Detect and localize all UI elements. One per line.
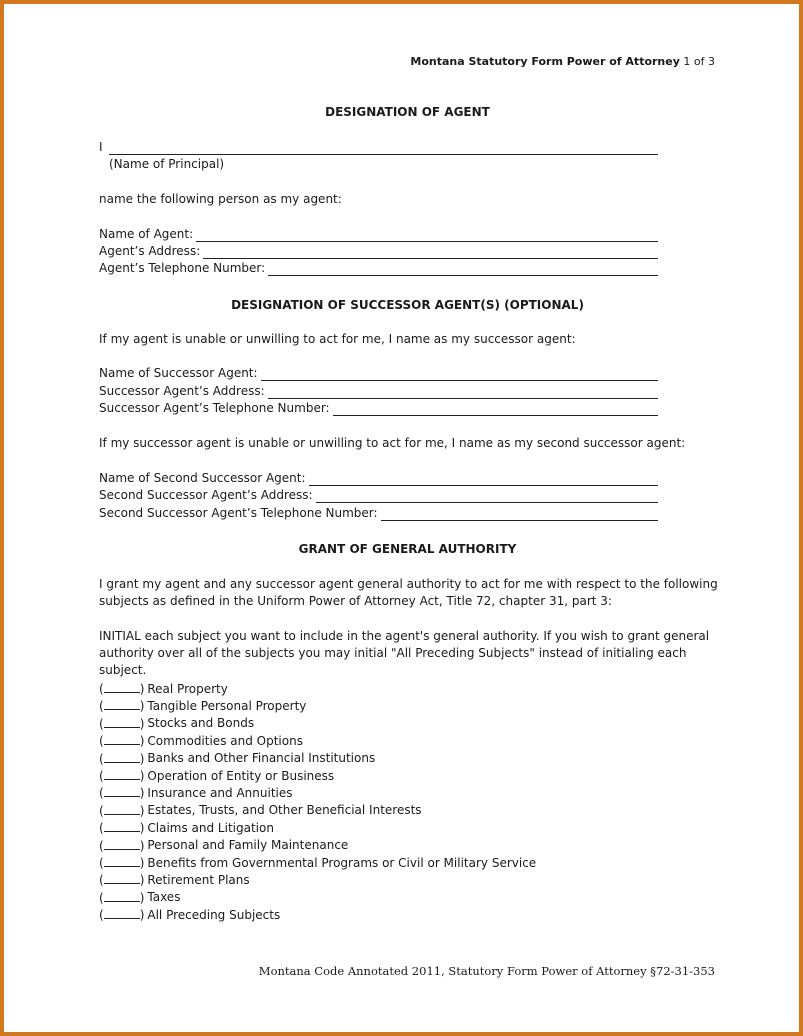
section-title-designation-of-agent: DESIGNATION OF AGENT	[325, 105, 490, 119]
subject-item	[99, 871, 250, 888]
subject-label: Taxes	[147, 890, 181, 905]
initial-blank[interactable]: ( )	[99, 786, 145, 801]
subject-label: Estates, Trusts, and Other Beneficial Interests	[147, 803, 422, 818]
subject-label: Benefits from Governmental Programs or Civil or Military Service	[147, 855, 537, 870]
initial-blank[interactable]: ( )	[99, 908, 145, 923]
initial-blank[interactable]: ( )	[99, 856, 145, 870]
second-successor-phone-line[interactable]	[381, 508, 658, 521]
second-successor-name-field[interactable]	[99, 471, 658, 486]
second-successor-name-line[interactable]	[309, 473, 658, 486]
initial-blank[interactable]: ( )	[99, 803, 145, 818]
successor-address-field[interactable]	[99, 384, 658, 399]
second-successor-intro: If my successor agent is unable or unwilling to act for me, I name as my second successor agent:	[99, 436, 686, 450]
agent-intro: name the following person as my agent:	[99, 192, 342, 206]
agent-address-label: Agent’s Address:	[99, 244, 201, 258]
second-successor-phone-field[interactable]	[99, 506, 658, 521]
subject-label: Personal and Family Maintenance	[147, 838, 349, 853]
subject-item	[99, 680, 228, 697]
principal-name-line[interactable]	[109, 142, 658, 155]
second-successor-name-label: Name of Second Successor Agent:	[99, 471, 306, 485]
section-title-general-authority: GRANT OF GENERAL AUTHORITY	[298, 542, 517, 556]
subject-item	[99, 697, 306, 714]
subject-item	[99, 750, 375, 767]
form-title: Montana Statutory Form Power of Attorney	[410, 55, 680, 68]
second-successor-address-field[interactable]	[99, 488, 658, 503]
initial-blank[interactable]: ( )	[99, 821, 145, 836]
subject-item	[99, 802, 422, 819]
agent-phone-line[interactable]	[268, 263, 658, 276]
successor-name-line[interactable]	[261, 368, 658, 381]
subject-item	[99, 732, 303, 749]
subject-item	[99, 837, 348, 854]
subject-label: Tangible Personal Property	[147, 698, 307, 713]
subject-label: Real Property	[147, 681, 228, 696]
subject-label: Stocks and Bonds	[147, 716, 255, 731]
subject-label: Retirement Plans	[147, 872, 250, 887]
subject-item	[99, 906, 280, 923]
subject-item	[99, 715, 254, 732]
principal-prefix: I	[99, 140, 103, 154]
principal-name-field[interactable]	[99, 140, 658, 155]
initial-instructions-paragraph: INITIAL each subject you want to include in the agent's general authority. If you wish to grant general authority over all of the subjects you may initial "All Preceding Subjects" instead of initialing each subject.	[99, 629, 710, 677]
subject-item	[99, 889, 180, 906]
initial-blank[interactable]: ( )	[99, 873, 145, 888]
page-indicator: 1 of 3	[683, 55, 715, 68]
agent-phone-label: Agent’s Telephone Number:	[99, 261, 266, 275]
second-successor-address-label: Second Successor Agent’s Address:	[99, 488, 313, 502]
page-header	[410, 54, 715, 69]
initial-blank[interactable]: ( )	[99, 890, 145, 905]
successor-phone-line[interactable]	[333, 403, 658, 416]
subject-label: Commodities and Options	[147, 733, 303, 748]
agent-name-label: Name of Agent:	[99, 227, 194, 241]
general-authority-paragraph: I grant my agent and any successor agent general authority to act for me with respect to the following subjects as defined in the Uniform Power of Attorney Act, Title 72, chapter 31, part 3:	[99, 577, 718, 608]
initial-blank[interactable]: ( )	[99, 838, 145, 853]
agent-phone-field[interactable]	[99, 261, 658, 276]
successor-name-field[interactable]	[99, 366, 658, 381]
agent-address-line[interactable]	[203, 246, 658, 259]
footer-citation: Montana Code Annotated 2011, Statutory Form Power of Attorney §72-31-353	[258, 964, 715, 978]
subject-label: Banks and Other Financial Institutions	[147, 751, 376, 766]
subject-label: Insurance and Annuities	[147, 785, 293, 800]
second-successor-address-line[interactable]	[316, 490, 658, 503]
subject-label: Claims and Litigation	[147, 820, 274, 835]
agent-name-field[interactable]	[99, 227, 658, 242]
initial-blank[interactable]: ( )	[99, 716, 145, 731]
initial-blank[interactable]: ( )	[99, 699, 145, 714]
subject-item	[99, 819, 274, 836]
subject-label: Operation of Entity or Business	[147, 768, 335, 783]
subject-item	[99, 767, 334, 784]
initial-blank[interactable]: ( )	[99, 751, 145, 766]
section-title-successor: DESIGNATION OF SUCCESSOR AGENT(S) (OPTIONAL)	[231, 298, 584, 312]
successor-phone-field[interactable]	[99, 401, 658, 416]
subject-item	[99, 784, 293, 801]
agent-address-field[interactable]	[99, 244, 658, 259]
successor-address-label: Successor Agent’s Address:	[99, 384, 265, 398]
second-successor-phone-label: Second Successor Agent’s Telephone Number:	[99, 506, 378, 520]
initial-blank[interactable]: ( )	[99, 769, 145, 783]
subject-item	[99, 854, 536, 871]
successor-address-line[interactable]	[268, 386, 658, 399]
principal-caption: (Name of Principal)	[109, 157, 225, 171]
initial-blank[interactable]: ( )	[99, 734, 145, 749]
agent-name-line[interactable]	[196, 229, 658, 242]
successor-name-label: Name of Successor Agent:	[99, 366, 258, 380]
subject-label: All Preceding Subjects	[147, 907, 281, 922]
successor-phone-label: Successor Agent’s Telephone Number:	[99, 401, 330, 415]
successor-intro: If my agent is unable or unwilling to act for me, I name as my successor agent:	[99, 332, 576, 346]
initial-blank[interactable]: ( )	[99, 682, 145, 696]
